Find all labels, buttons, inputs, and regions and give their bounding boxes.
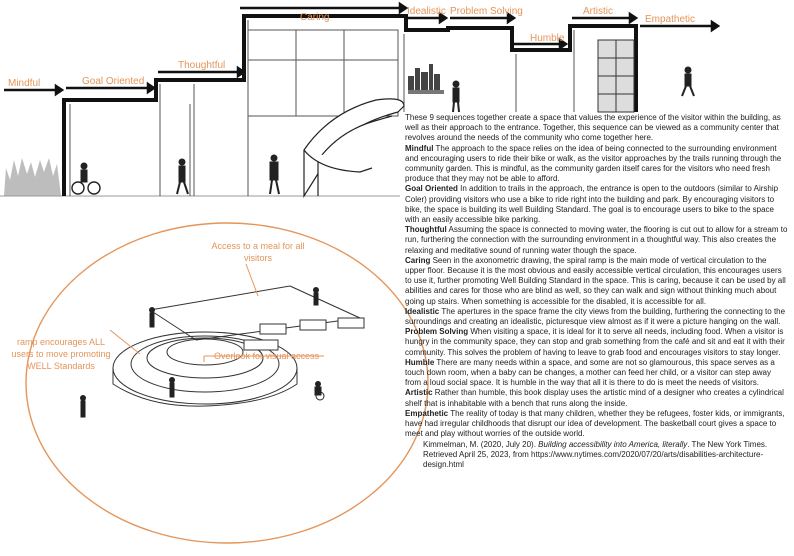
term: Humble [405,357,435,367]
paragraph-text: The reality of today is that many children, whether they be refugees, foster kids, or immigrants, have had irregular childhoods that disrupt our idea of development. The basketball court gives a space to meet and play without worries of the outside world. [405,408,785,439]
paragraph-humble [405,358,788,389]
cafe-tables [244,318,364,350]
label-mindful: Mindful [8,78,41,89]
paragraph-text: The approach to the space relies on the idea of being connected to the surrounding environment and encouraging users to ride their bike or walk, as the visitor approaches by the trails running through the community garden. This is mindful, as the community garden itself cares for the visitors who need fresh produce that they may not be able to afford. [405,143,782,184]
book-shelf [598,40,634,112]
paragraph-idealistic [405,307,788,327]
narrative-text [405,113,788,470]
citation-title: Building accessibility into America, literally [538,439,688,449]
term: Empathetic [405,408,449,418]
term: Problem Solving [405,327,469,337]
term: Goal Oriented [405,184,458,194]
city-view [408,64,444,94]
paragraph-caring [405,256,788,307]
label-idealistic: Idealistic [407,6,446,17]
citation-author: Kimmelman, M. (2020, July 20). [423,439,539,449]
term: Caring [405,255,431,265]
garden-vegetation [4,158,61,196]
label-empathetic: Empathetic [645,14,696,25]
paragraph-text: Rather than humble, this book display uses the artistic mind of a designer who creates a cylindrical shelf that is inhabitable with a bench that runs along the inside. [405,388,784,408]
paragraph-mindful [405,144,788,185]
label-thoughtful: Thoughtful [178,60,226,71]
paragraph-text: Seen in the axonometric drawing, the spiral ramp is the main mode of vertical circulation to the upper floor. Because it is the most obvious and easily accessible vertical circulation, this encourages users to use it, further promoting Well Building Standard in the space. This is caring, because it can be used by all abilities and cares for those who are blind as well, so they can walk and sign without thinking much about going up stairs. When something is accessible for the disabled, it is accessible for all. [405,255,786,306]
term: Thoughtful [405,225,447,235]
label-artistic: Artistic [583,6,613,17]
label-caring: Caring [300,12,330,23]
citation-rest: . The New York Times. Retrieved April 25, 2023, from https://www.nytimes.com/2020/07/20/arts/disabilities-architecture-design.html [423,439,768,469]
label-humble: Humble [530,33,565,44]
label-problem-solving: Problem Solving [450,6,523,17]
paragraph-text: When visiting a space, it is ideal for it to serve all needs, including food. When a visitor is hungry in the community space, they can stop and grab something from the café and sit and eat it with their community. This solves the problem of having to leave to grab food and encourages visitors to stay longer. [405,327,785,357]
paragraph-text: There are many needs within a space, and some are not so glamourous, this space serves as a touch down room, when a baby can be changes, a mother can feed her child, or a visitor can step away from a loud social space. It is humble in the way that all it is there to do is meet the needs of visitors. [405,357,775,388]
callout-ramp: ramp encourages ALL users to move promoting WELL Standards [11,337,111,371]
paragraph-problem-solving [405,327,788,358]
callout-overlook: Overlook for visual access [214,351,320,361]
axonometric-ramp [113,286,360,406]
spiral-ramp [304,99,404,196]
term: Mindful [405,143,434,153]
axonometric-circle [26,223,431,543]
paragraph-artistic [405,388,788,408]
paragraph-thoughtful [405,225,788,256]
paragraph-empathetic [405,409,788,440]
term: Idealistic [405,306,440,316]
intro-paragraph: These 9 sequences together create a space that values the experience of the visitor within the building, as well as their approach to the entrance. Together, this sequence can be viewed as a community center that revolves around the needs of the community who come together here. [405,113,781,143]
paragraph-text: The apertures in the space frame the city views from the building, furthering the connecting to the surroundings and creating an idealistic, picturesque view almost as if it were a picture hanging on the wall. [405,306,786,327]
paragraph-text: Assuming the space is connected to moving water, the flooring is cut out to allow for a stream to run, furthering the connection with the surrounding environment in a thoughtful way. This also creates the relaxing and meditative sound of running water though the space. [405,225,788,255]
paragraph-goal-oriented [405,184,788,225]
paragraph-text: In addition to trails in the approach, the entrance is open to the outdoors (similar to Airship Coler) providing visitors who use a bike to ride right into the building and park. By encouraging visitors to bike, the space is building its well Building Standard. The goal is to encourage users to bike to the space with an easily accessible bike parking. [405,184,779,225]
label-goal-oriented: Goal Oriented [82,76,145,87]
term: Artistic [405,388,433,398]
callout-leaders [110,264,324,362]
callout-meal: Access to a meal for all visitors [211,241,305,263]
citation [405,440,788,471]
